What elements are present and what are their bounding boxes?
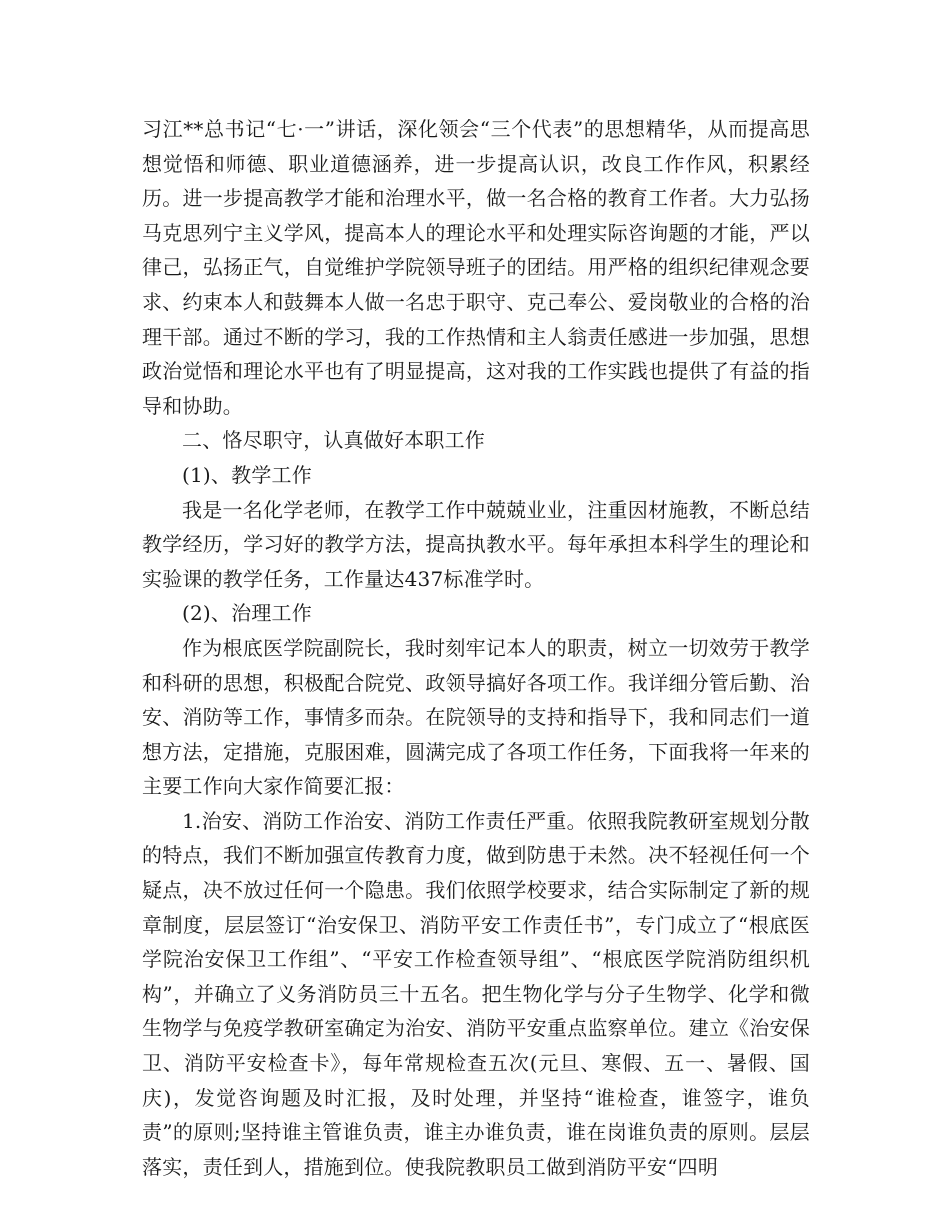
subsection-heading-management: (2)、治理工作 xyxy=(182,601,312,626)
paragraph-teaching-work: 我是一名化学老师，在教学工作中兢兢业业，注重因材施教，不断总结教学经历，学习好的教学方法，提高执教水平。每年承担本科学生的理论和实验课的教学任务，工作量达437标准学时。 xyxy=(142,497,810,591)
paragraph-intro-study: 习江**总书记“七·一”讲话，深化领会“三个代表”的思想精华，从而提高思想觉悟和师德、职业道德涵养，进一步提高认识，改良工作作风，积累经历。进一步提高教学才能和治理水平，做一名合格的教育工作者。大力弘扬马克思列宁主义学风，提高本人的理论水平和处理实际咨询题的才能，严以律己，弘扬正气，自觉维护学院领导班子的团结。用严格的组织纪律观念要求、约束本人和鼓舞本人做一名忠于职守、克己奉公、爱岗敬业的合格的治理干部。通过不断的学习，我的工作热情和主人翁责任感进一步加强，思想政治觉悟和理论水平也有了明显提高，这对我的工作实践也提供了有益的指导和协助。 xyxy=(142,117,810,418)
paragraph-security-fire-work: 1.治安、消防工作治安、消防工作责任严重。依照我院教研室规划分散的特点，我们不断加强宣传教育力度，做到防患于未然。决不轻视任何一个疑点，决不放过任何一个隐患。我们依照学校要求，结合实际制定了新的规章制度，层层签订“治安保卫、消防平安工作责任书”，专门成立了“根底医学院治安保卫工作组”、“平安工作检查领导组”、“根底医学院消防组织机构”，并确立了义务消防员三十五名。把生物化学与分子生物学、化学和微生物学与免疫学教研室确定为治安、消防平安重点监察单位。建立《治安保卫、消防平安检查卡》，每年常规检查五次(元旦、寒假、五一、暑假、国庆)，发觉咨询题及时汇报，及时处理，并坚持“谁检查，谁签字，谁负责”的原则;坚持谁主管谁负责，谁主办谁负责，谁在岗谁负责的原则。层层落实，责任到人，措施到位。使我院教职员工做到消防平安“四明 xyxy=(142,808,810,1179)
subsection-heading-teaching: (1)、教学工作 xyxy=(182,462,312,487)
section-heading-duties: 二、恪尽职守，认真做好本职工作 xyxy=(182,428,485,453)
document-page xyxy=(142,112,810,1184)
paragraph-management-work: 作为根底医学院副院长，我时刻牢记本人的职责，树立一切效劳于教学和科研的思想，积极配合院党、政领导搞好各项工作。我详细分管后勤、治安、消防等工作，事情多而杂。在院领导的支持和指导下，我和同志们一道想方法，定措施，克服困难，圆满完成了各项工作任务，下面我将一年来的主要工作向大家作简要汇报： xyxy=(142,635,810,799)
